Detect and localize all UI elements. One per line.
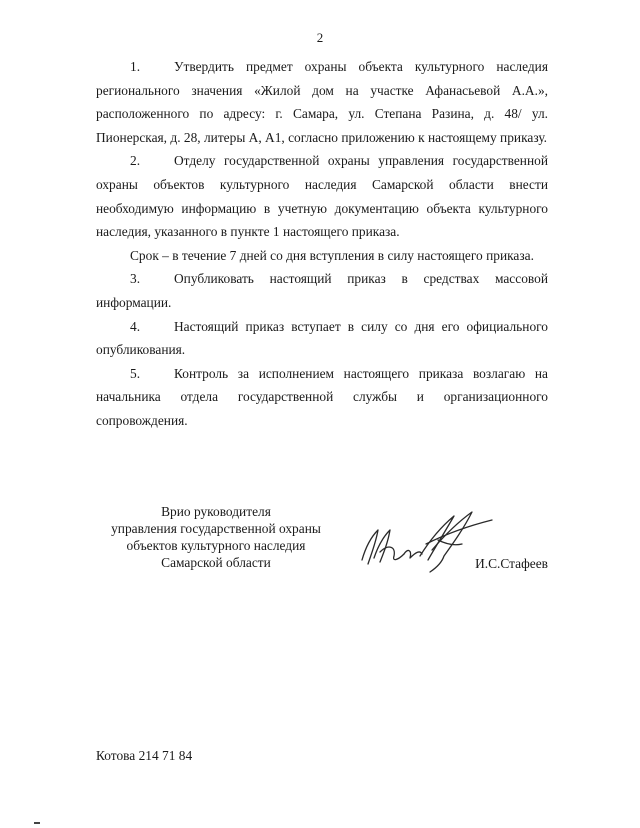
scan-edge-mark (34, 822, 40, 824)
order-body (96, 55, 548, 433)
paragraph-1-number: 1. (130, 59, 141, 74)
page-number: 2 (316, 30, 324, 45)
paragraph-1-text: Утвердить предмет охраны объекта культурного наследия регионального значения «Жилой дом на участке Афанасьевой А.А.», расположенного по адресу: г. Самара, ул. Степана Разина, д. 48/ ул. Пионерская, д. 28, литеры А, А1, согласно приложению к настоящему приказу. (96, 59, 548, 145)
paragraph-3-number: 3. (130, 271, 141, 287)
position-line-2: управления государственной охраны (111, 521, 321, 536)
paragraph-2 (96, 149, 548, 243)
signatory-position (96, 503, 336, 571)
position-line-3: объектов культурного наследия (126, 538, 306, 553)
position-line-4: Самарской области (161, 555, 271, 570)
paragraph-1 (96, 55, 548, 149)
paragraph-3-text: Опубликовать настоящий приказ в средствах массовой информации. (96, 271, 548, 310)
paragraph-2-text: Отделу государственной охраны управления государственной охраны объектов культурного наследия Самарской области внести необходимую информацию в учетную документацию объекта культурного наследия, указанного в пункте 1 настоящего приказа. (96, 153, 548, 240)
paragraph-4-number: 4. (130, 318, 141, 334)
paragraph-5 (96, 362, 548, 433)
paragraph-4-text: Настоящий приказ вступает в силу со дня его официального опубликования. (96, 318, 548, 358)
executor-contact: Котова 214 71 84 (96, 748, 193, 763)
paragraph-deadline (96, 244, 548, 268)
paragraph-5-text: Контроль за исполнением настоящего приказа возлагаю на начальника отдела государственной службы и организационного сопровождения. (96, 365, 548, 428)
paragraph-5-number: 5. (130, 365, 141, 381)
position-line-1: Врио руководителя (161, 504, 271, 519)
paragraph-2-number: 2. (130, 153, 141, 169)
paragraph-4 (96, 315, 548, 362)
signer-name: И.С.Стафеев (475, 556, 548, 571)
paragraph-deadline-text: Срок – в течение 7 дней со дня вступления в силу настоящего приказа. (130, 247, 534, 263)
paragraph-3 (96, 267, 548, 314)
